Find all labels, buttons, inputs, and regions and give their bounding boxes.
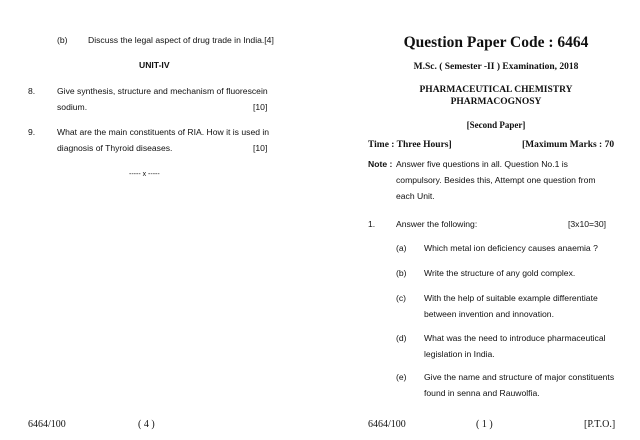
q7b-text: Discuss the legal aspect of drug trade in India.[4]: [88, 35, 274, 45]
q8-line1: Give synthesis, structure and mechanism of fluorescein: [57, 86, 268, 96]
part-e-line1: Give the name and structure of major constituents: [424, 372, 615, 382]
pto-label: [P.T.O.]: [584, 419, 616, 430]
time-label: Time : Three Hours]: [368, 140, 452, 150]
part-a-text: Which metal ion deficiency causes anaemia ?: [424, 243, 598, 253]
q8-marks: [10]: [253, 102, 268, 112]
part-a-label: (a): [396, 243, 407, 253]
paper-code-title: Question Paper Code : 6464: [403, 34, 589, 51]
right-footer-code: 6464/100: [368, 419, 406, 430]
note-line-2: compulsory. Besides this, Attempt one question from: [396, 175, 596, 185]
part-c-line2: between invention and innovation.: [424, 309, 554, 319]
q8-line2: sodium.: [57, 102, 88, 112]
end-mark: ----- x -----: [129, 171, 160, 178]
q9-number: 9.: [28, 127, 36, 137]
part-c-label: (c): [396, 293, 407, 303]
unit-heading: UNIT-IV: [139, 60, 170, 70]
max-marks-label: [Maximum Marks : 70: [522, 140, 615, 150]
left-footer-code: 6464/100: [28, 419, 66, 430]
note-label: Note :: [368, 159, 393, 169]
subject-line-2: PHARMACOGNOSY: [450, 97, 542, 107]
right-footer-page: ( 1 ): [476, 419, 493, 430]
part-d-label: (d): [396, 333, 407, 343]
paper-label: [Second Paper]: [466, 120, 526, 130]
note-line-1: Answer five questions in all. Question No.1 is: [396, 159, 568, 169]
part-b-text: Write the structure of any gold complex.: [424, 268, 576, 278]
q1-marks: [3x10=30]: [568, 219, 606, 229]
part-e-line2: found in senna and Rauwolfia.: [424, 388, 540, 398]
part-b-label: (b): [396, 268, 407, 278]
q1-text: Answer the following:: [396, 219, 478, 229]
q7b-label: (b): [57, 35, 68, 45]
part-e-label: (e): [396, 372, 407, 382]
left-footer-page: ( 4 ): [138, 419, 155, 430]
q9-line2: diagnosis of Thyroid diseases.: [57, 143, 173, 153]
q9-marks: [10]: [253, 143, 268, 153]
q9-line1: What are the main constituents of RIA. How it is used in: [57, 127, 270, 137]
part-d-line1: What was the need to introduce pharmaceutical: [424, 333, 606, 343]
note-line-3: each Unit.: [396, 191, 435, 201]
part-d-line2: legislation in India.: [424, 349, 495, 359]
subject-line-1: PHARMACEUTICAL CHEMISTRY: [419, 85, 573, 95]
exam-name: M.Sc. ( Semester -II ) Examination, 2018: [413, 62, 579, 72]
q1-number: 1.: [368, 219, 376, 229]
part-c-line1: With the help of suitable example differentiate: [424, 293, 598, 303]
q8-number: 8.: [28, 86, 36, 96]
